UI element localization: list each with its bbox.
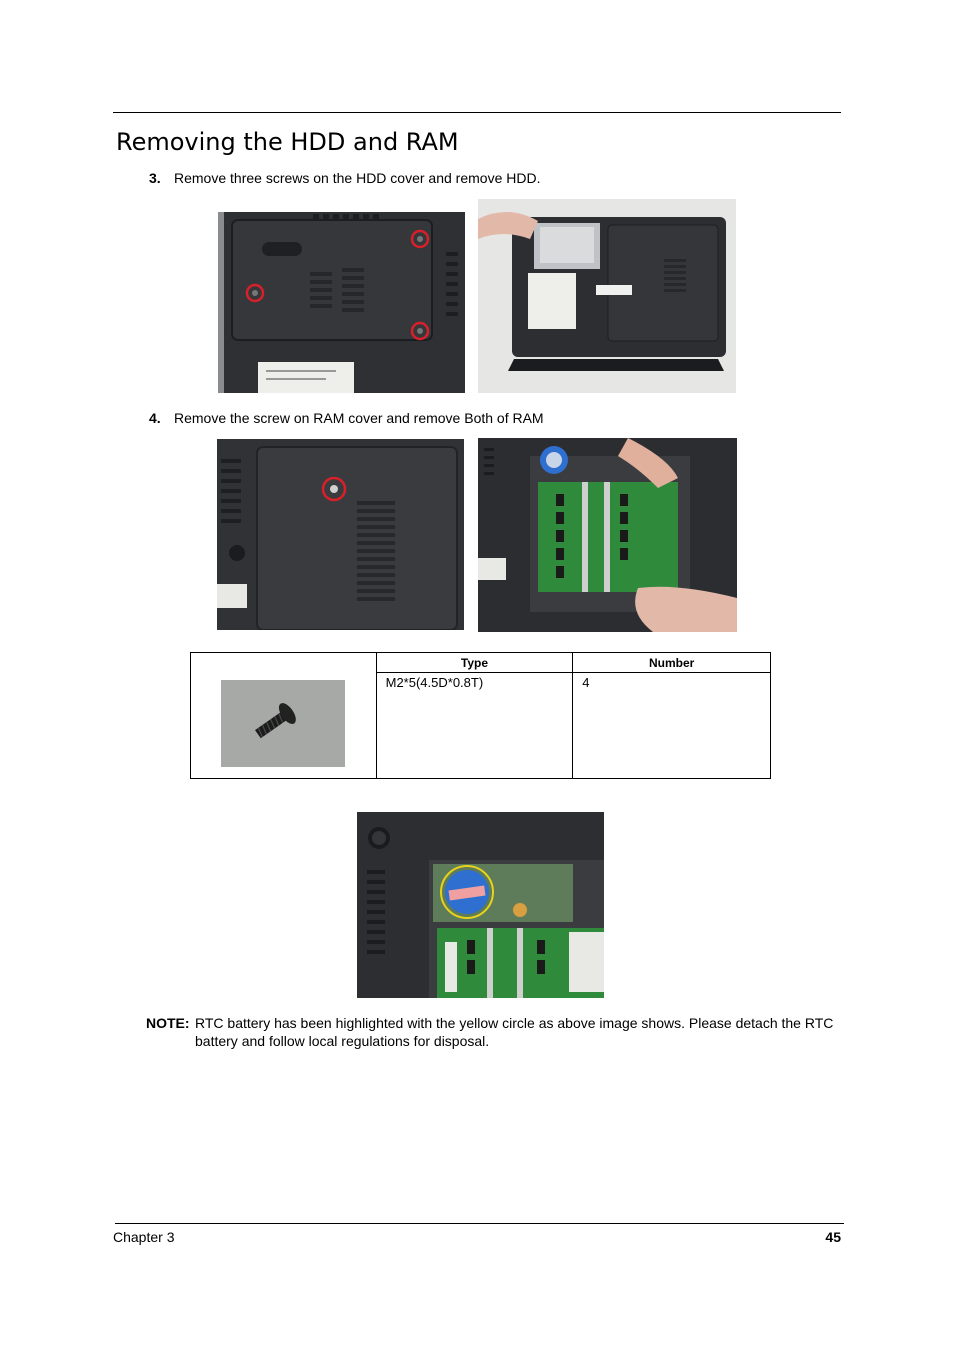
step-number: 4. [149, 410, 161, 426]
page-number: 45 [825, 1229, 841, 1245]
column-header-number: Number [573, 653, 771, 673]
screw-image-cell [191, 653, 377, 779]
ram-removal-photo [478, 438, 737, 632]
step-text: Remove three screws on the HDD cover and remove HDD. [174, 170, 541, 186]
column-header-type: Type [376, 653, 573, 673]
hdd-removal-photo [478, 199, 736, 393]
step-4 [149, 410, 544, 426]
header-rule [113, 112, 841, 113]
note [146, 1014, 836, 1050]
step-number: 3. [149, 170, 161, 186]
note-text: RTC battery has been highlighted with the yellow circle as above image shows. Please detach the RTC battery and follow local regulations for disposal. [195, 1015, 834, 1049]
rtc-battery-photo [357, 812, 604, 998]
screw-number-cell: 4 [573, 673, 771, 779]
step-3 [149, 170, 540, 186]
screw-photo [221, 680, 345, 767]
note-label: NOTE: [146, 1015, 190, 1031]
page-title: Removing the HDD and RAM [116, 128, 459, 156]
footer-rule [115, 1223, 844, 1224]
hdd-cover-screws-photo [218, 212, 465, 393]
chapter-label: Chapter 3 [113, 1229, 175, 1245]
ram-cover-screw-photo [217, 439, 464, 630]
step-text: Remove the screw on RAM cover and remove Both of RAM [174, 410, 544, 426]
screw-type-cell: M2*5(4.5D*0.8T) [376, 673, 573, 779]
screw-table [190, 652, 771, 779]
